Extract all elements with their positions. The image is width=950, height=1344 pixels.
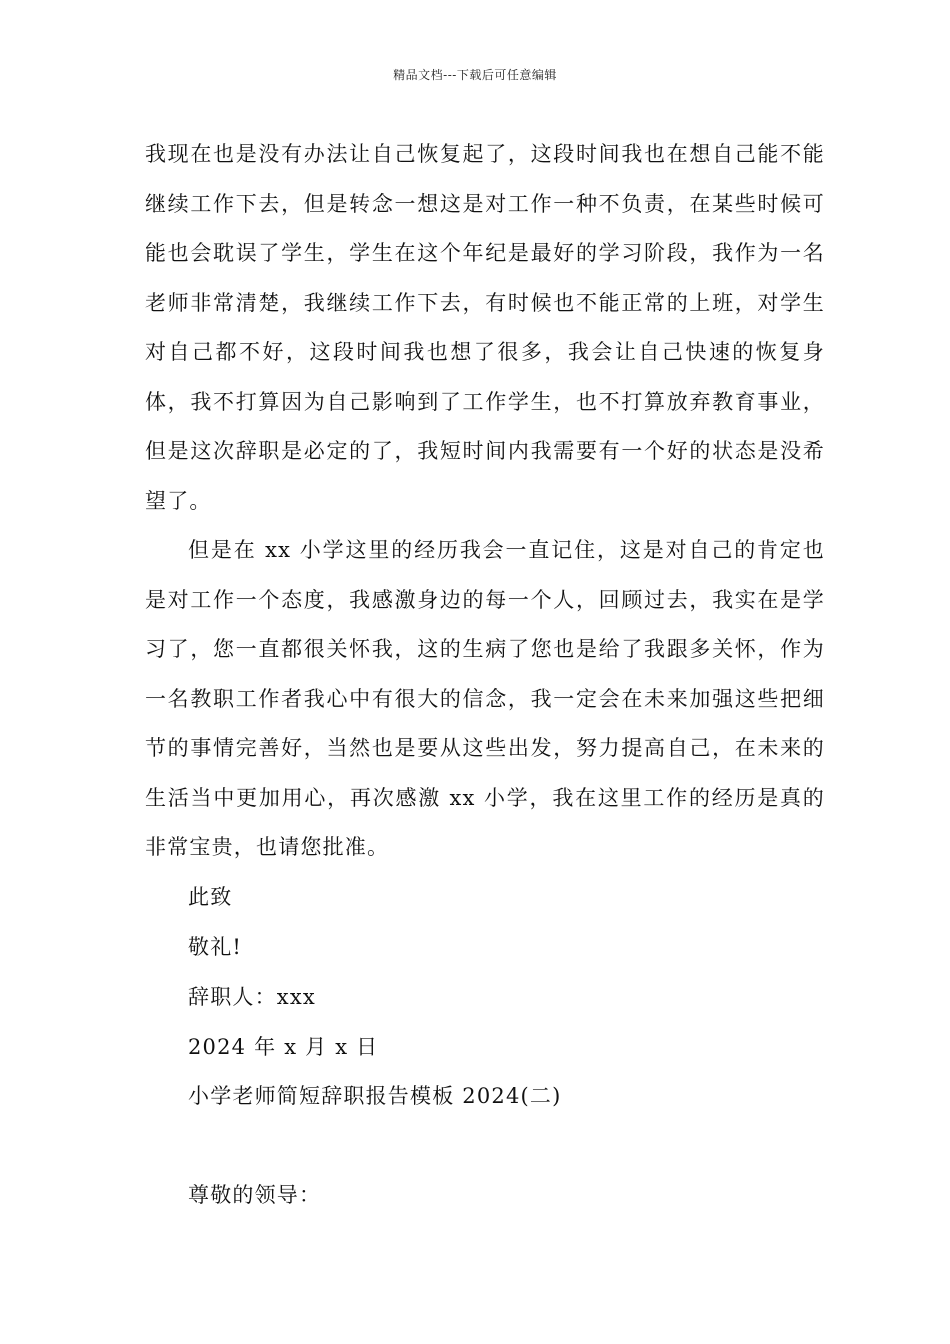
- paragraph-gratitude: 但是在 xx 小学这里的经历我会一直记住，这是对自己的肯定也是对工作一个态度，我感激身边的每一个人，回顾过去，我实在是学习了，您一直都很关怀我，这的生病了您也是给了我跟多关怀，作为一名教职工作者我心中有很大的信念，我一定会在未来加强这些把细节的事情完善好，当然也是要从这些出发，努力提高自己，在未来的生活当中更加用心，再次感激 xx 小学，我在这里工作的经历是真的非常宝贵，也请您批准。: [145, 538, 825, 859]
- signer-line: 辞职人：xxx: [188, 985, 316, 1009]
- next-section-title: 小学老师简短辞职报告模板 2024(二): [188, 1084, 562, 1108]
- paragraph-continued: 我现在也是没有办法让自己恢复起了，这段时间我也在想自己能不能继续工作下去，但是转念一想这是对工作一种不负责，在某些时候可能也会耽误了学生，学生在这个年纪是最好的学习阶段，我作为一名老师非常清楚，我继续工作下去，有时候也不能正常的上班，对学生对自己都不好，这段时间我也想了很多，我会让自己快速的恢复身体，我不打算因为自己影响到了工作学生，也不打算放弃教育事业，但是这次辞职是必定的了，我短时间内我需要有一个好的状态是没希望了。: [145, 142, 825, 513]
- next-section-greeting: 尊敬的领导：: [188, 1183, 322, 1207]
- letter-body: [145, 130, 825, 873]
- page-header: 精品文档---下载后可任意编辑: [393, 68, 557, 82]
- date-line: 2024 年 x 月 x 日: [188, 1035, 379, 1059]
- closing-salutation: 此致: [188, 885, 233, 909]
- closing-regards: 敬礼!: [188, 935, 243, 959]
